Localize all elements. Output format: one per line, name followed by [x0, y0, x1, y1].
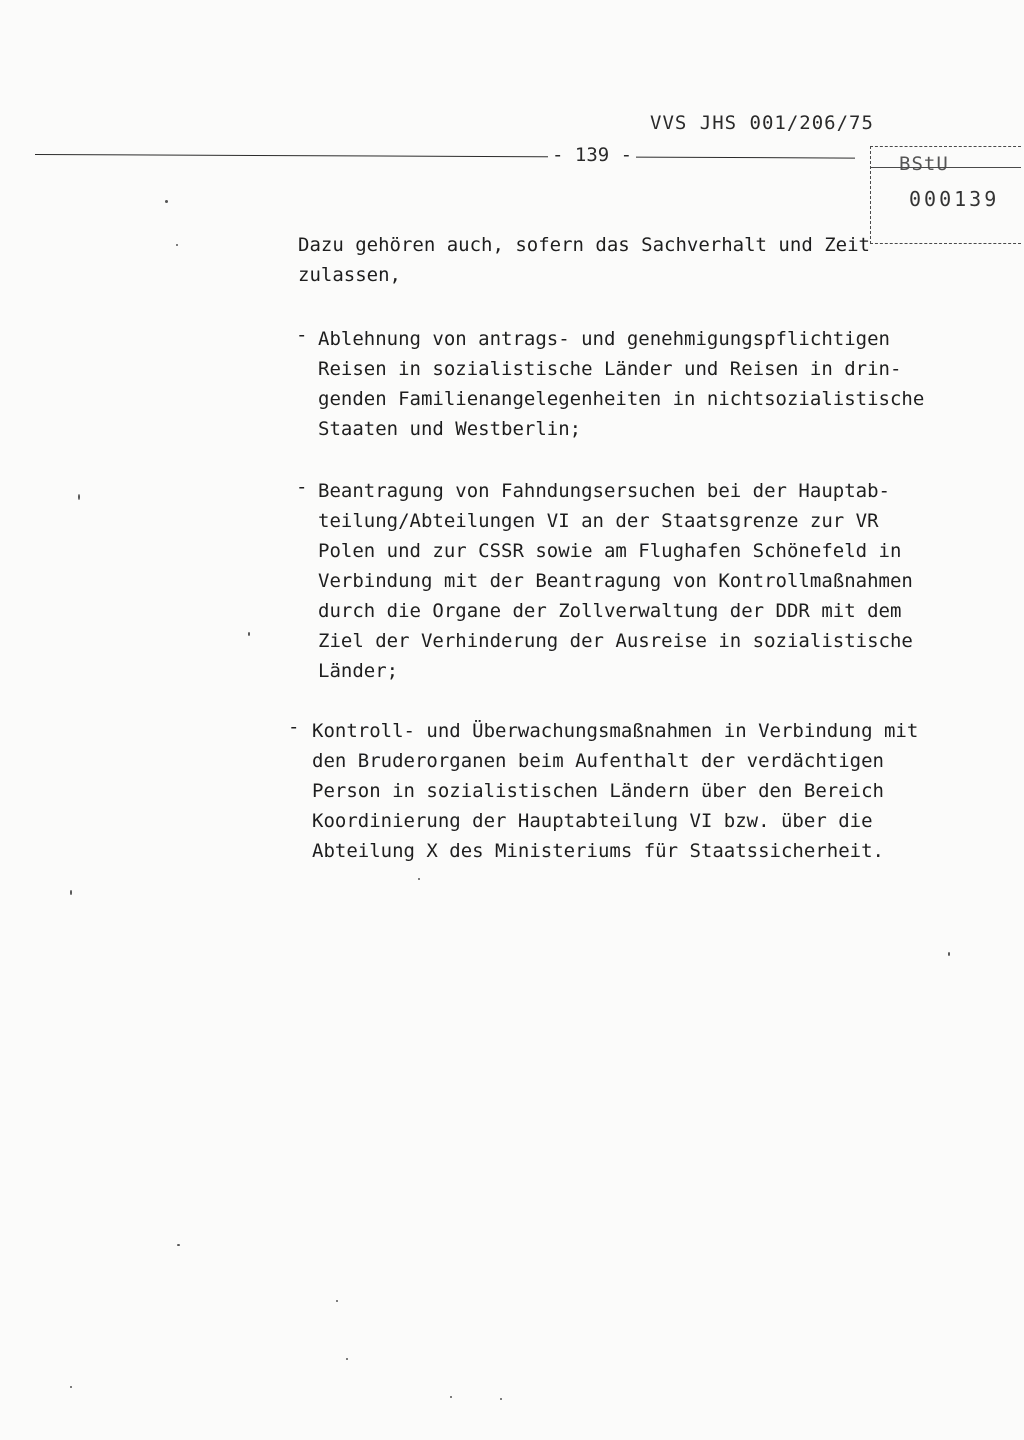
list-item-line: Verbindung mit der Beantragung von Kontrollmaßnahmen — [318, 570, 913, 592]
list-item-line: Ziel der Verhinderung der Ausreise in sozialistische — [318, 630, 913, 652]
stamp-divider — [871, 167, 1021, 168]
list-item-line: Beantragung von Fahndungsersuchen bei der Hauptab- — [318, 480, 890, 502]
scan-speck — [177, 1244, 180, 1246]
list-bullet-dash: - — [296, 476, 308, 498]
list-item-line: Ablehnung von antrags- und genehmigungspflichtigen — [318, 328, 890, 350]
scan-speck — [176, 244, 178, 246]
scan-speck — [450, 1396, 452, 1398]
list-item-line: Person in sozialistischen Ländern über den Bereich — [312, 780, 884, 802]
intro-paragraph — [298, 230, 958, 290]
list-item-line: teilung/Abteilungen VI an der Staatsgrenze zur VR — [318, 510, 879, 532]
list-item — [312, 716, 918, 866]
list-item-line: Länder; — [318, 660, 399, 682]
scan-speck — [500, 1398, 502, 1400]
scan-speck — [336, 1300, 338, 1302]
list-item-line: durch die Organe der Zollverwaltung der DDR mit dem — [318, 600, 902, 622]
list-item-line: den Bruderorganen beim Aufenthalt der verdächtigen — [312, 750, 884, 772]
header-rule — [35, 154, 855, 159]
list-item — [318, 476, 913, 686]
list-item-line: Staaten und Westberlin; — [318, 418, 582, 440]
stamp-number: 000139 — [909, 187, 1000, 211]
stamp-label: BStU — [899, 153, 949, 175]
scan-speck — [70, 890, 72, 895]
scan-speck — [165, 200, 168, 203]
scan-speck — [78, 494, 80, 500]
list-bullet-dash: - — [288, 716, 300, 738]
intro-line: Dazu gehören auch, sofern das Sachverhalt und Zeit — [298, 234, 870, 256]
list-item-line: Koordinierung der Hauptabteilung VI bzw. über die — [312, 810, 873, 832]
list-item-line: Abteilung X des Ministeriums für Staatssicherheit. — [312, 840, 884, 862]
list-bullet-dash: - — [296, 324, 308, 346]
scan-speck — [70, 1386, 72, 1388]
scan-speck — [948, 952, 950, 956]
list-item-line: Reisen in sozialistische Länder und Reisen in drin- — [318, 358, 902, 380]
scan-speck — [418, 878, 420, 880]
intro-line: zulassen, — [298, 264, 401, 286]
document-reference: VVS JHS 001/206/75 — [650, 112, 874, 134]
list-item-line: Kontroll- und Überwachungsmaßnahmen in Verbindung mit — [312, 720, 919, 742]
list-item-line: Polen und zur CSSR sowie am Flughafen Schönefeld in — [318, 540, 902, 562]
page-number: - 139 - — [548, 144, 636, 166]
list-item-line: genden Familienangelegenheiten in nichtsozialistische — [318, 388, 925, 410]
scan-speck — [248, 632, 250, 636]
list-item — [318, 324, 924, 444]
scan-speck — [346, 1358, 348, 1360]
